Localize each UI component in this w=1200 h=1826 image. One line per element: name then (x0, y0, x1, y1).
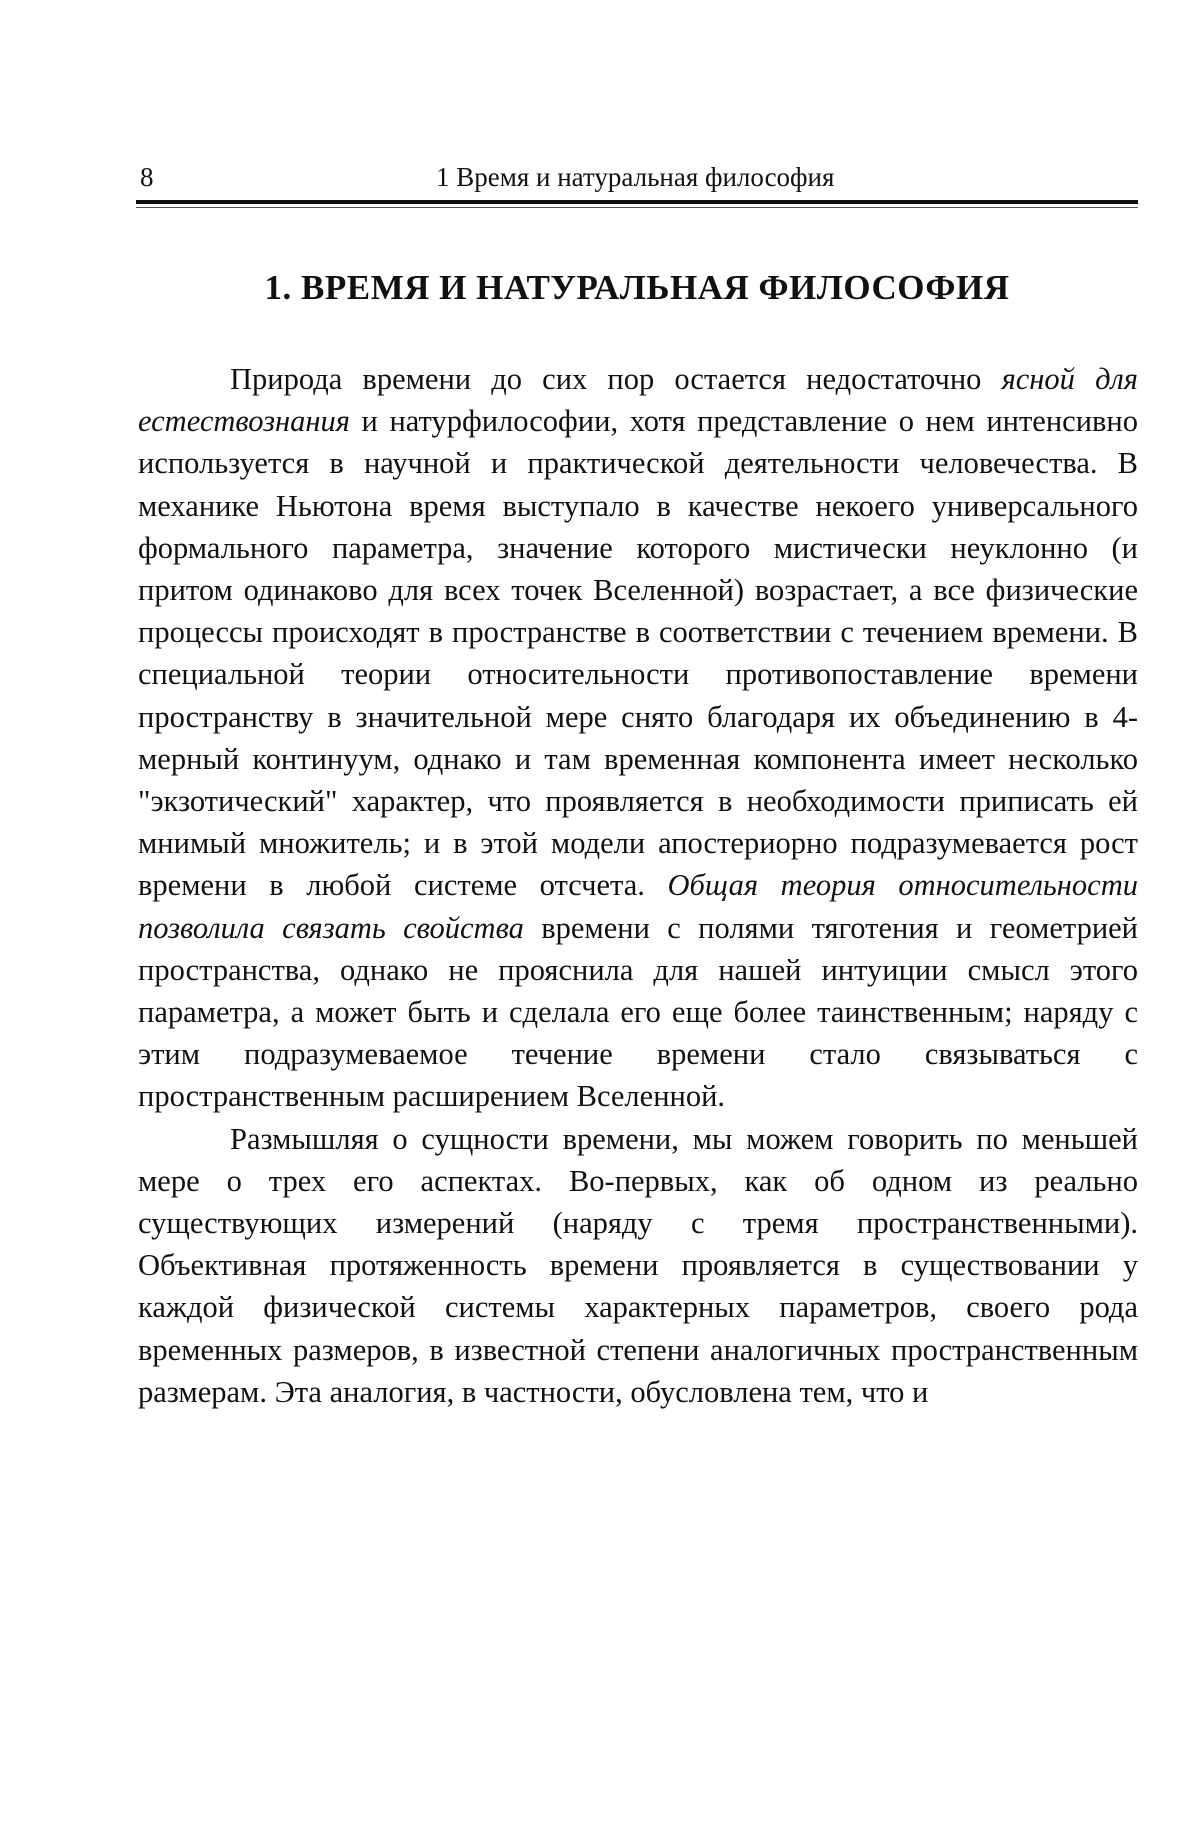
running-head (136, 152, 1138, 196)
body-text (138, 358, 1138, 1413)
running-title: 1 Время и натуральная философия (436, 162, 835, 192)
header-rule (136, 200, 1138, 204)
paragraph-1-part-2: и натурфилософии, хотя представление о нем интенсивно используется в научной и практической деятельности человечества. В механике Ньютона время выступало в качестве некоего универсального формального параметра, значение которого мистически неуклонно (и притом одинаково для всех точек Вселенной) возрастает, а все физические процессы происходят в пространстве в соответствии с течением времени. В специальной теории относительности противопоставление времени пространству в значительной мере снято благодаря их объединению в 4-мерный континуум, однако и там временная компонента имеет несколько "экзотический" характер, что проявляется в необходимости приписать ей мнимый множитель; и в этой модели апостериорно подразумевается рост времени в любой системе отсчета. (138, 404, 1138, 903)
paragraph-1-part-3: времени с полями тяготения и геометрией пространства, однако не прояснила для нашей интуиции смысл этого параметра, а может быть и сделала его еще более таинственным; наряду с этим подразумеваемое течение времени стало связываться с пространственным расширением Вселенной. (138, 910, 1139, 1114)
paragraph-2: Размышляя о сущности времени, мы можем говорить по меньшей мере о трех его аспектах. Во-первых, как об одном из реально существующих измерений (наряду с тремя пространственными). Объективная протяженность времени проявляется в существовании у каждой физической системы характерных параметров, своего рода временных размеров, в известной степени аналогичных пространственным размерам. Эта аналогия, в частности, обусловлена тем, что и (138, 1121, 1138, 1409)
chapter-title: 1. ВРЕМЯ И НАТУРАЛЬНАЯ ФИЛОСОФИЯ (264, 268, 1010, 307)
paragraph-1 (138, 358, 1138, 1118)
paragraph-1-italic-1: ясной для естествознания (138, 362, 1138, 439)
paragraph-1-italic-2: Общая теория относительности позволила связать свойства (138, 868, 1138, 945)
header-rule-thin (136, 207, 1138, 208)
page-number: 8 (140, 162, 154, 192)
paragraph-1-part-1: Природа времени до сих пор остается недостаточно (230, 362, 1002, 396)
